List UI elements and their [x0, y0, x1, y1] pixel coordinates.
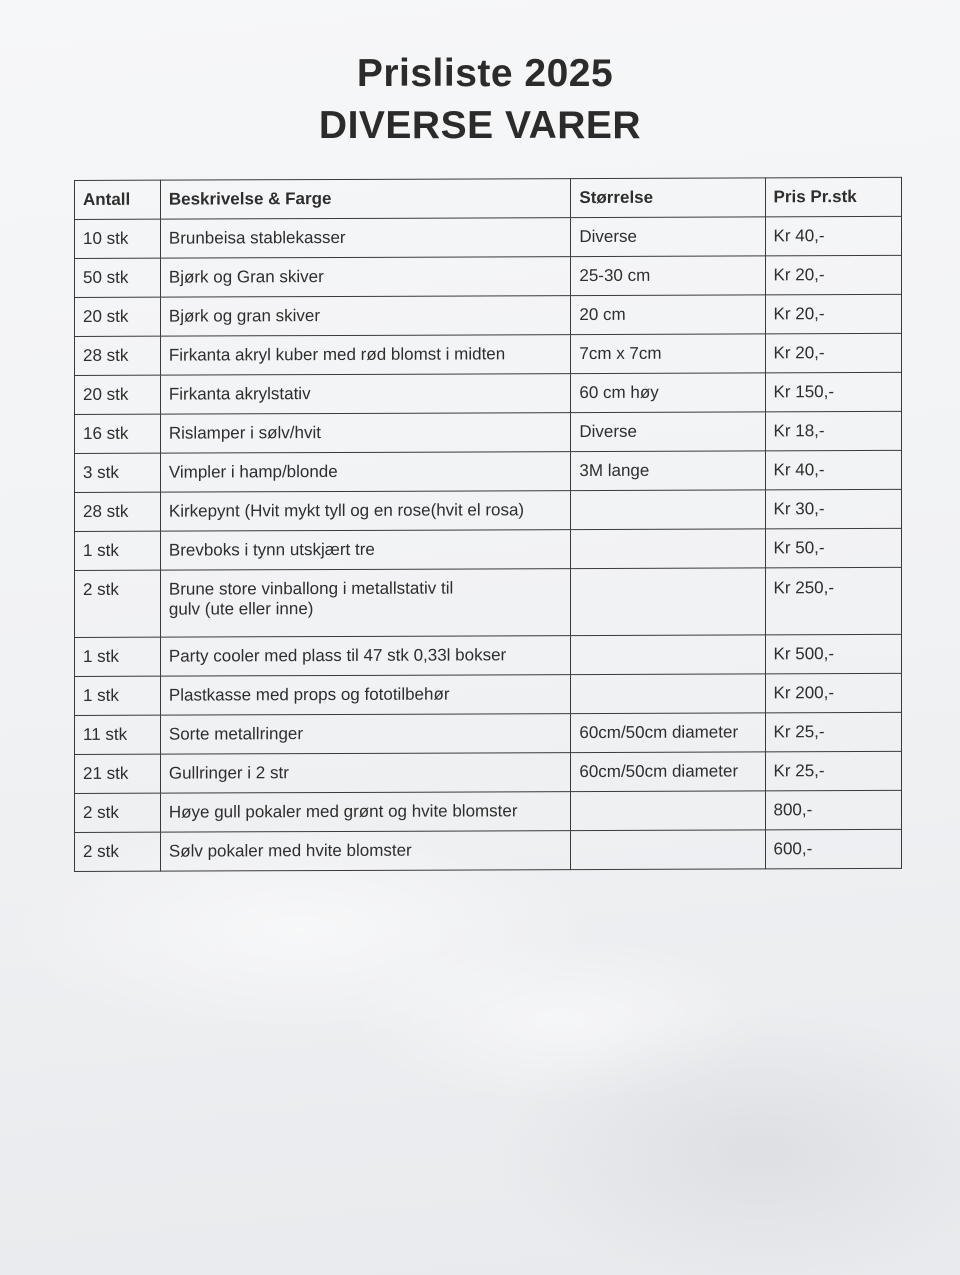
- table-row: [75, 567, 902, 637]
- cell-description: Firkanta akrylstativ: [160, 374, 571, 415]
- price-table: [74, 177, 902, 872]
- table-header-row: [75, 177, 902, 219]
- cell-size: 3M lange: [571, 451, 765, 491]
- cell-description: Plastkasse med props og fototilbehør: [160, 675, 571, 716]
- cell-price: Kr 50,-: [765, 528, 901, 568]
- table-row: [75, 489, 902, 531]
- cell-price: Kr 150,-: [765, 372, 901, 412]
- table-row: [75, 411, 902, 453]
- cell-qty: 2 stk: [75, 832, 161, 871]
- cell-size: [571, 674, 765, 714]
- cell-price: Kr 30,-: [765, 489, 901, 529]
- cell-description: Bjørk og Gran skiver: [160, 257, 571, 298]
- cell-description: Sølv pokaler med hvite blomster: [160, 831, 571, 872]
- table-row: [75, 450, 902, 492]
- cell-price: Kr 20,-: [765, 255, 901, 295]
- cell-description: Bjørk og gran skiver: [160, 296, 571, 337]
- cell-description-line: gulv (ute eller inne): [168, 599, 314, 619]
- table-row: [75, 634, 902, 676]
- cell-description: Brunbeisa stablekasser: [160, 218, 571, 259]
- cell-size: 60cm/50cm diameter: [571, 713, 765, 753]
- cell-qty: 50 stk: [75, 258, 161, 297]
- cell-price: Kr 20,-: [765, 333, 901, 373]
- cell-price: 800,-: [765, 790, 901, 830]
- cell-price: Kr 20,-: [765, 294, 901, 334]
- cell-description: Firkanta akryl kuber med rød blomst i midten: [160, 335, 571, 376]
- cell-description: Sorte metallringer: [160, 714, 571, 755]
- cell-size: 60cm/50cm diameter: [571, 752, 765, 792]
- cell-qty: 28 stk: [75, 336, 161, 375]
- table-row: [75, 372, 902, 414]
- cell-size: Diverse: [571, 412, 765, 452]
- cell-description: Høye gull pokaler med grønt og hvite blomster: [160, 792, 571, 833]
- cell-qty: 20 stk: [75, 375, 161, 414]
- table-row: [75, 829, 902, 871]
- cell-qty: 11 stk: [75, 715, 161, 754]
- cell-qty: 10 stk: [75, 219, 161, 258]
- header-description: Beskrivelse & Farge: [160, 179, 571, 220]
- cell-price: Kr 200,-: [765, 673, 901, 713]
- cell-qty: 20 stk: [75, 297, 161, 336]
- header-size: Størrelse: [571, 178, 765, 218]
- cell-size: [571, 830, 765, 870]
- cell-price: Kr 25,-: [765, 712, 901, 752]
- header-price: Pris Pr.stk: [765, 177, 901, 217]
- cell-price: Kr 500,-: [765, 634, 901, 674]
- table-row: [75, 333, 902, 375]
- cell-price: Kr 25,-: [765, 751, 901, 791]
- cell-qty: 2 stk: [75, 793, 161, 832]
- table-row: [75, 712, 902, 754]
- cell-qty: 3 stk: [75, 453, 161, 492]
- cell-description: Rislamper i sølv/hvit: [160, 413, 571, 454]
- table-row: [75, 255, 902, 297]
- cell-qty: 1 stk: [75, 637, 161, 676]
- document-title: Prisliste 2025: [356, 52, 614, 95]
- cell-description: Party cooler med plass til 47 stk 0,33l bokser: [160, 636, 571, 677]
- table-row: [75, 294, 902, 336]
- cell-description: [160, 569, 571, 638]
- cell-price: Kr 40,-: [765, 450, 901, 490]
- cell-size: [571, 635, 765, 675]
- cell-size: Diverse: [571, 217, 765, 257]
- document-subtitle: DIVERSE VARER: [318, 104, 642, 147]
- cell-description: Kirkepynt (Hvit mykt tyll og en rose(hvit el rosa): [160, 491, 571, 532]
- cell-qty: 16 stk: [75, 414, 161, 453]
- table-row: [75, 790, 902, 832]
- cell-description: Gullringer i 2 str: [160, 753, 571, 794]
- cell-price: Kr 40,-: [765, 216, 901, 256]
- cell-price: Kr 18,-: [765, 411, 901, 451]
- cell-size: 7cm x 7cm: [571, 334, 765, 374]
- table-row: [75, 751, 902, 793]
- cell-size: [571, 568, 765, 636]
- cell-price: Kr 250,-: [765, 567, 901, 635]
- table-row: [75, 216, 902, 258]
- cell-qty: 2 stk: [75, 570, 161, 637]
- cell-size: 25-30 cm: [571, 256, 765, 296]
- cell-size: [571, 529, 765, 569]
- cell-qty: 1 stk: [75, 531, 161, 570]
- cell-size: 20 cm: [571, 295, 765, 335]
- cell-size: 60 cm høy: [571, 373, 765, 413]
- cell-size: [571, 490, 765, 530]
- cell-price: 600,-: [765, 829, 901, 869]
- cell-qty: 1 stk: [75, 676, 161, 715]
- cell-description: Brevboks i tynn utskjært tre: [160, 530, 571, 571]
- cell-size: [571, 791, 765, 831]
- cell-description-line: Brune store vinballong i metallstativ til: [168, 578, 454, 599]
- cell-qty: 21 stk: [75, 754, 161, 793]
- cell-description: Vimpler i hamp/blonde: [160, 452, 571, 493]
- cell-qty: 28 stk: [75, 492, 161, 531]
- header-qty: Antall: [75, 180, 161, 219]
- table-row: [75, 528, 902, 570]
- table-row: [75, 673, 902, 715]
